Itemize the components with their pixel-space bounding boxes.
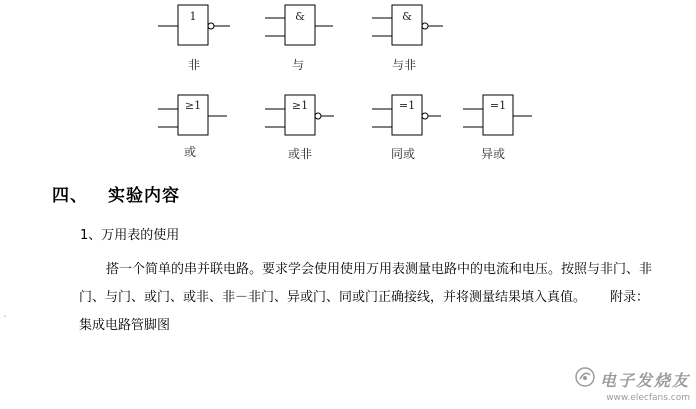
gate-or <box>158 95 227 135</box>
subsection-heading: 1、万用表的使用 <box>80 228 180 243</box>
logic-gate-diagram <box>0 0 696 180</box>
paragraph-appendix: 附录：集成电路管脚图 <box>79 290 650 333</box>
gate-symbol: 1 <box>189 10 197 23</box>
gate-symbol: ≥1 <box>291 99 309 112</box>
body-paragraph <box>79 256 659 340</box>
gate-label-xnor: 同或 <box>390 147 416 161</box>
gate-nand <box>372 5 443 45</box>
gate-label-xor: 异或 <box>480 147 506 161</box>
watermark-logo <box>574 366 690 392</box>
watermark-icon <box>574 366 596 392</box>
margin-mark: ˇ <box>3 315 7 324</box>
gate-symbol: =1 <box>489 99 507 112</box>
gate-label-nand: 与非 <box>391 58 417 72</box>
gate-symbol: & <box>295 10 305 23</box>
gate-symbol: =1 <box>398 99 416 112</box>
gate-xor <box>463 95 532 135</box>
gate-label-or: 或 <box>183 145 197 159</box>
gate-nor <box>265 95 334 135</box>
watermark <box>574 366 690 403</box>
gate-symbol: ≥1 <box>184 99 202 112</box>
gate-xnor <box>372 95 441 135</box>
watermark-url: www.elecfans.com <box>606 393 690 403</box>
gate-symbol: & <box>402 10 412 23</box>
section-number: 四、 <box>52 186 88 206</box>
watermark-text: 电子发烧友 <box>599 370 690 390</box>
gate-label-nor: 或非 <box>287 147 313 161</box>
gate-label-not: 非 <box>187 58 201 72</box>
paragraph-body: 搭一个简单的串并联电路。要求学会使用使用万用表测量电路中的电流和电压。按照与非门、非门、与门、或门、或非、非－非门、异或门、同或门正确接线，并将测量结果填入真值。 <box>79 262 653 305</box>
section-title: 实验内容 <box>108 186 180 206</box>
gate-and <box>265 5 333 45</box>
gate-not <box>158 5 230 45</box>
section-heading <box>52 181 180 206</box>
gate-label-and: 与 <box>291 58 305 72</box>
